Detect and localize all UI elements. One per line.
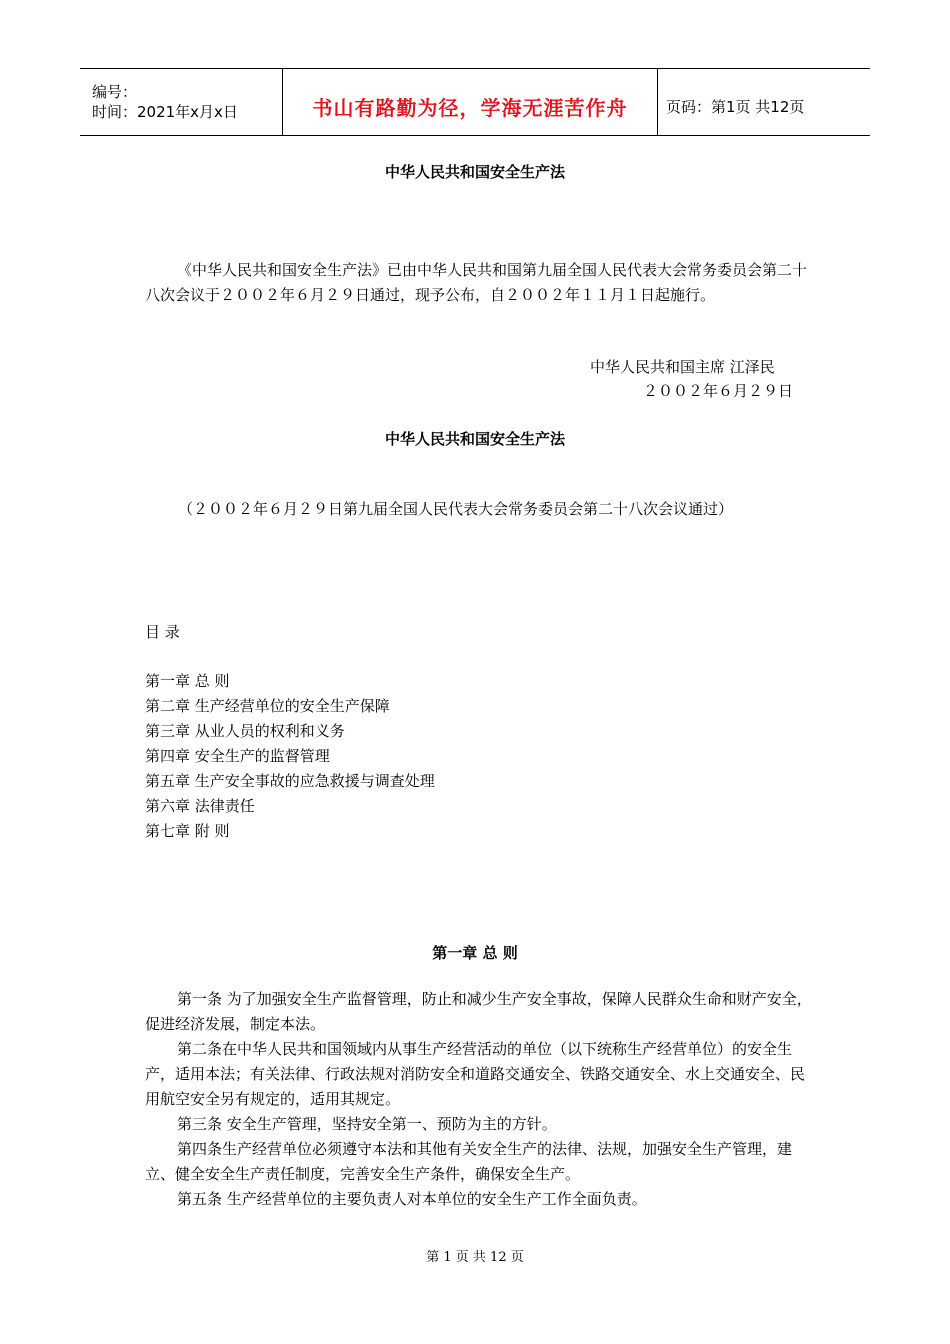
document-title: 中华人民共和国安全生产法	[384, 163, 565, 181]
chapter1-title: 第一章 总 则	[432, 944, 518, 962]
law-title: 中华人民共和国安全生产法	[384, 430, 565, 448]
header-page-info: 页码：第1页 共12页	[666, 97, 805, 116]
article-1: 第一条 为了加强安全生产监督管理，防止和减少生产安全事故，保障人民群众生命和财产安全，促进经济发展，制定本法。	[145, 990, 812, 1033]
page-header	[80, 68, 870, 136]
article-5: 第五条 生产经营单位的主要负责人对本单位的安全生产工作全面负责。	[177, 1190, 647, 1208]
article-2: 第二条在中华人民共和国领域内从事生产经营活动的单位（以下统称生产经营单位）的安全生产，适用本法；有关法律、行政法规对消防安全和道路交通安全、铁路交通安全、水上交通安全、民用航空安全另有规定的，适用其规定。	[145, 1040, 806, 1108]
toc-item: 第六章 法律责任	[145, 797, 255, 815]
toc-item: 第一章 总 则	[145, 672, 230, 690]
toc-item: 第七章 附 则	[145, 822, 230, 840]
toc-item: 第五章 生产安全事故的应急救援与调查处理	[145, 772, 435, 790]
header-motto: 书山有路勤为径，学海无涯苦作舟	[312, 95, 628, 120]
header-motto-cell	[282, 69, 658, 135]
toc-item: 第四章 安全生产的监督管理	[145, 747, 330, 765]
toc-item: 第二章 生产经营单位的安全生产保障	[145, 697, 390, 715]
number-label: 编号：	[92, 83, 138, 101]
adoption-note: （２００２年６月２９日第九届全国人民代表大会常务委员会第二十八次会议通过）	[178, 500, 734, 518]
signature-date: ２００２年６月２９日	[643, 382, 794, 400]
signature-name: 中华人民共和国主席 江泽民	[590, 358, 775, 376]
header-page-cell	[658, 69, 870, 135]
toc-item: 第三章 从业人员的权利和义务	[145, 722, 345, 740]
article-3: 第三条 安全生产管理，坚持安全第一、预防为主的方针。	[177, 1115, 557, 1133]
header-meta	[80, 69, 282, 135]
page-footer: 第 1 页 共 12 页	[426, 1250, 524, 1265]
time-label: 时间：2021年x月x日	[92, 103, 238, 121]
article-4: 第四条生产经营单位必须遵守本法和其他有关安全生产的法律、法规，加强安全生产管理，建立、健全安全生产责任制度，完善安全生产条件，确保安全生产。	[145, 1140, 793, 1183]
table-of-contents	[145, 669, 435, 844]
toc-heading: 目 录	[145, 623, 180, 641]
intro-paragraph: 《中华人民共和国安全生产法》已由中华人民共和国第九届全国人民代表大会常务委员会第二十八次会议于２００２年６月２９日通过，现予公布，自２００２年１１月１日起施行。	[145, 261, 808, 304]
